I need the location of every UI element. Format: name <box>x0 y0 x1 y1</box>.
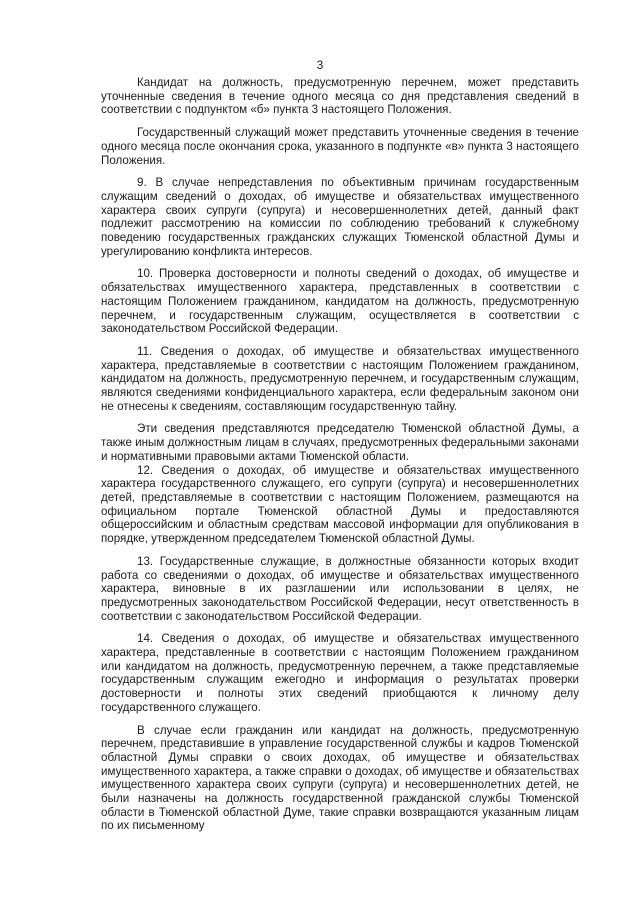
paragraph: Государственный служащий может представить уточненные сведения в течение одного месяца после окончания срока, указанного в подпункте «в» пункта 3 настоящего Положения. <box>101 126 579 167</box>
paragraph: 11. Сведения о доходах, об имуществе и обязательствах имущественного характера, представляемые в соответствии с настоящим Положением гражданином, кандидатом на должность, предусмотренную перечнем, и государственным служащим, являются сведениями конфиденциального характера, если федеральным законом они не отнесены к сведениям, составляющим государственную тайну. <box>101 344 579 413</box>
document-body <box>101 76 579 833</box>
paragraph: 9. В случае непредставления по объективным причинам государственным служащим сведений о доходах, об имуществе и обязательствах имущественного характера своих супруги (супруга) и несовершеннолетних детей, данный факт подлежит рассмотрению на комиссии по соблюдению требований к служебному поведению государственных гражданских служащих Тюменской областной Думы и урегулированию конфликта интересов. <box>101 176 579 258</box>
paragraph: Кандидат на должность, предусмотренную перечнем, может представить уточненные сведения в течение одного месяца со дня представления сведений в соответствии с подпунктом «б» пункта 3 настоящего Положения. <box>101 76 579 117</box>
paragraph: В случае если гражданин или кандидат на должность, предусмотренную перечнем, представившие в управление государственной службы и кадров Тюменской областной Думы справки о своих доходах, об имуществе и обязательствах имущественного характера, а также справки о доходах, об имуществе и обязательствах имущественного характера своих супруги (супруга) и несовершеннолетних детей, не были назначены на должность государственной гражданской службы Тюменской области в Тюменской областной Думе, такие справки возвращаются указанным лицам по их письменному <box>101 723 579 833</box>
paragraph: Эти сведения представляются председателю Тюменской областной Думы, а также иным должностным лицам в случаях, предусмотренных федеральными законами и нормативными правовыми актами Тюменской области. <box>101 422 579 463</box>
page-number: 3 <box>316 58 324 72</box>
paragraph: 12. Сведения о доходах, об имуществе и обязательствах имущественного характера государственного служащего, его супруги (супруга) и несовершеннолетних детей, представляемые в соответствии с настоящим Положением, размещаются на официальном портале Тюменской областной Думы и предоставляются общероссийским и областным средствам массовой информации для опубликования в порядке, утвержденном председателем Тюменской областной Думы. <box>101 463 579 546</box>
paragraph: 10. Проверка достоверности и полноты сведений о доходах, об имуществе и обязательствах имущественного характера, представленных в соответствии с настоящим Положением гражданином, кандидатом на должность, предусмотренную перечнем, и государственным служащим, осуществляется в соответствии с законодательством Российской Федерации. <box>101 267 579 336</box>
paragraph: 13. Государственные служащие, в должностные обязанности которых входит работа со сведениями о доходах, об имуществе и обязательствах имущественного характера, виновные в их разглашении или использовании в целях, не предусмотренных законодательством Российской Федерации, несут ответственность в соответствии с законодательством Российской Федерации. <box>101 554 579 623</box>
paragraph: 14. Сведения о доходах, об имуществе и обязательствах имущественного характера, представленные в соответствии с настоящим Положением гражданином или кандидатом на должность, предусмотренную перечнем, а также представляемые государственным служащим ежегодно и информация о результатах проверки достоверности и полноты этих сведений приобщаются к личному делу государственного служащего. <box>101 632 579 714</box>
